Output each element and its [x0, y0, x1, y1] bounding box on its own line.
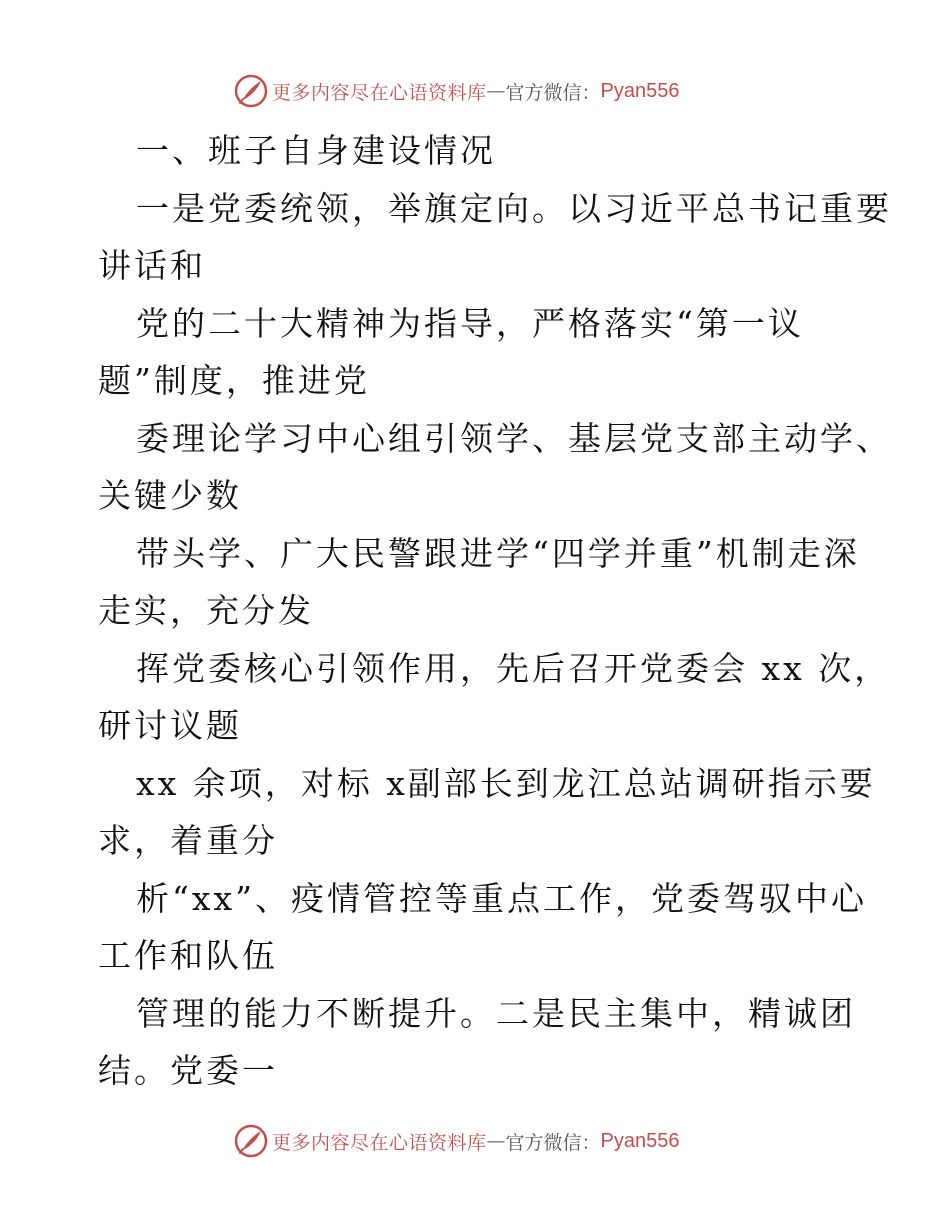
paragraph-line: 结。党委一 — [98, 1051, 278, 1090]
paragraph-line: 题”制度，推进党 — [98, 361, 370, 400]
watermark-separator: — — [486, 1130, 506, 1152]
paragraph-line: 关键少数 — [98, 476, 242, 515]
section-heading: 一、班子自身建设情况 — [136, 131, 496, 170]
document-body — [98, 122, 892, 1100]
watermark-text: 更多内容尽在心语资料库 — [272, 81, 487, 104]
paragraph-line: 析“xx”、疫情管控等重点工作，党委驾驭中心 — [136, 878, 867, 918]
paragraph-line: 挥党委核心引领作用，先后召开党委会 xx 次， — [136, 648, 891, 688]
watermark-text: 更多内容尽在心语资料库 — [272, 1131, 487, 1154]
paragraph-line: 一是党委统领，举旗定向。以习近平总书记重要 — [136, 188, 892, 228]
paragraph-line: xx 余项，对标 x副部长到龙江总站调研指示要 — [136, 763, 876, 803]
feather-pen-logo-icon — [234, 74, 268, 108]
paragraph-line: 求，着重分 — [98, 821, 278, 860]
header-watermark — [234, 74, 680, 108]
paragraph-line: 工作和队伍 — [98, 936, 278, 975]
paragraph-line: 委理论学习中心组引领学、基层党支部主动学、 — [136, 418, 892, 458]
paragraph-line: 带头学、广大民警跟进学“四学并重”机制走深 — [136, 533, 860, 573]
paragraph-line: 讲话和 — [98, 246, 206, 285]
paragraph-line: 管理的能力不断提升。二是民主集中，精诚团 — [136, 993, 856, 1033]
watermark-wechat-label: 官方微信： — [505, 81, 601, 104]
footer-watermark — [234, 1124, 680, 1158]
watermark-wechat-id: Pyan556 — [600, 1129, 680, 1152]
paragraph-line: 研讨议题 — [98, 706, 242, 745]
watermark-wechat-id: Pyan556 — [600, 79, 680, 102]
watermark-wechat-label: 官方微信： — [505, 1131, 601, 1154]
paragraph-line: 走实，充分发 — [98, 591, 314, 630]
feather-pen-logo-icon — [234, 1124, 268, 1158]
paragraph-line: 党的二十大精神为指导，严格落实“第一议 — [136, 303, 804, 343]
watermark-separator: — — [486, 80, 506, 102]
